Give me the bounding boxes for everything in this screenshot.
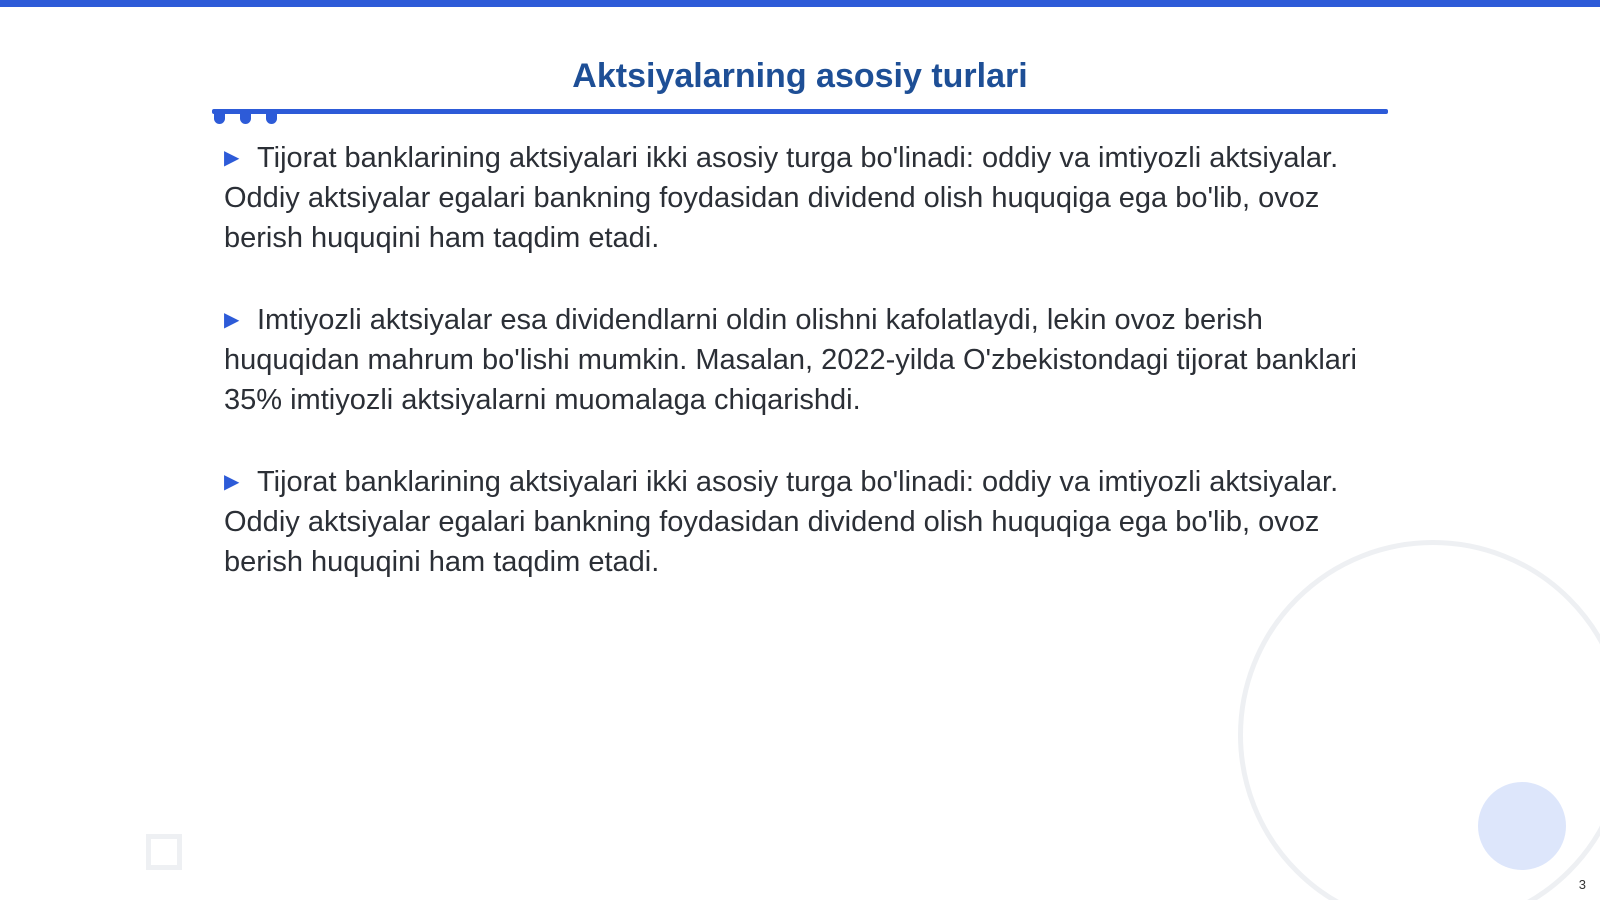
underline-dot <box>240 112 251 124</box>
page-number: 3 <box>1578 877 1586 892</box>
decorative-circle-filled <box>1478 782 1566 870</box>
play-arrow-icon: ▶ <box>224 471 240 493</box>
bullet-text: Tijorat banklarining aktsiyalari ikki asosiy turga bo'linadi: oddiy va imtiyozli aktsiyalar. Oddiy aktsiyalar egalari bankning foydasidan dividend olish huquqiga ega bo'lib, ovoz berish huquqini ham taqdim etadi. <box>224 142 1339 254</box>
play-arrow-icon: ▶ <box>224 147 240 169</box>
bullet-text: Tijorat banklarining aktsiyalari ikki asosiy turga bo'linadi: oddiy va imtiyozli aktsiyalar. Oddiy aktsiyalar egalari bankning foydasidan dividend olish huquqiga ega bo'lib, ovoz berish huquqini ham taqdim etadi. <box>224 466 1339 578</box>
bullet-text: Imtiyozli aktsiyalar esa dividendlarni oldin olishni kafolatlaydi, lekin ovoz berish huquqidan mahrum bo'lishi mumkin. Masalan, 2022-yilda O'zbekistondagi tijorat banklari 35% imtiyozli aktsiyalarni muomalaga chiqarishdi. <box>224 304 1357 416</box>
underline-dot <box>214 112 225 124</box>
title-underline <box>212 109 1388 114</box>
decorative-square-outline <box>146 834 182 870</box>
play-arrow-icon: ▶ <box>224 309 240 331</box>
bullet-item-2 <box>224 300 1364 420</box>
bullet-item-3 <box>224 462 1364 582</box>
slide-title: Aktsiyalarning asosiy turlari <box>572 57 1028 95</box>
bullet-item-1 <box>224 138 1364 258</box>
underline-dot <box>266 112 277 124</box>
bullet-list <box>224 138 1364 624</box>
top-accent-bar <box>0 0 1600 7</box>
